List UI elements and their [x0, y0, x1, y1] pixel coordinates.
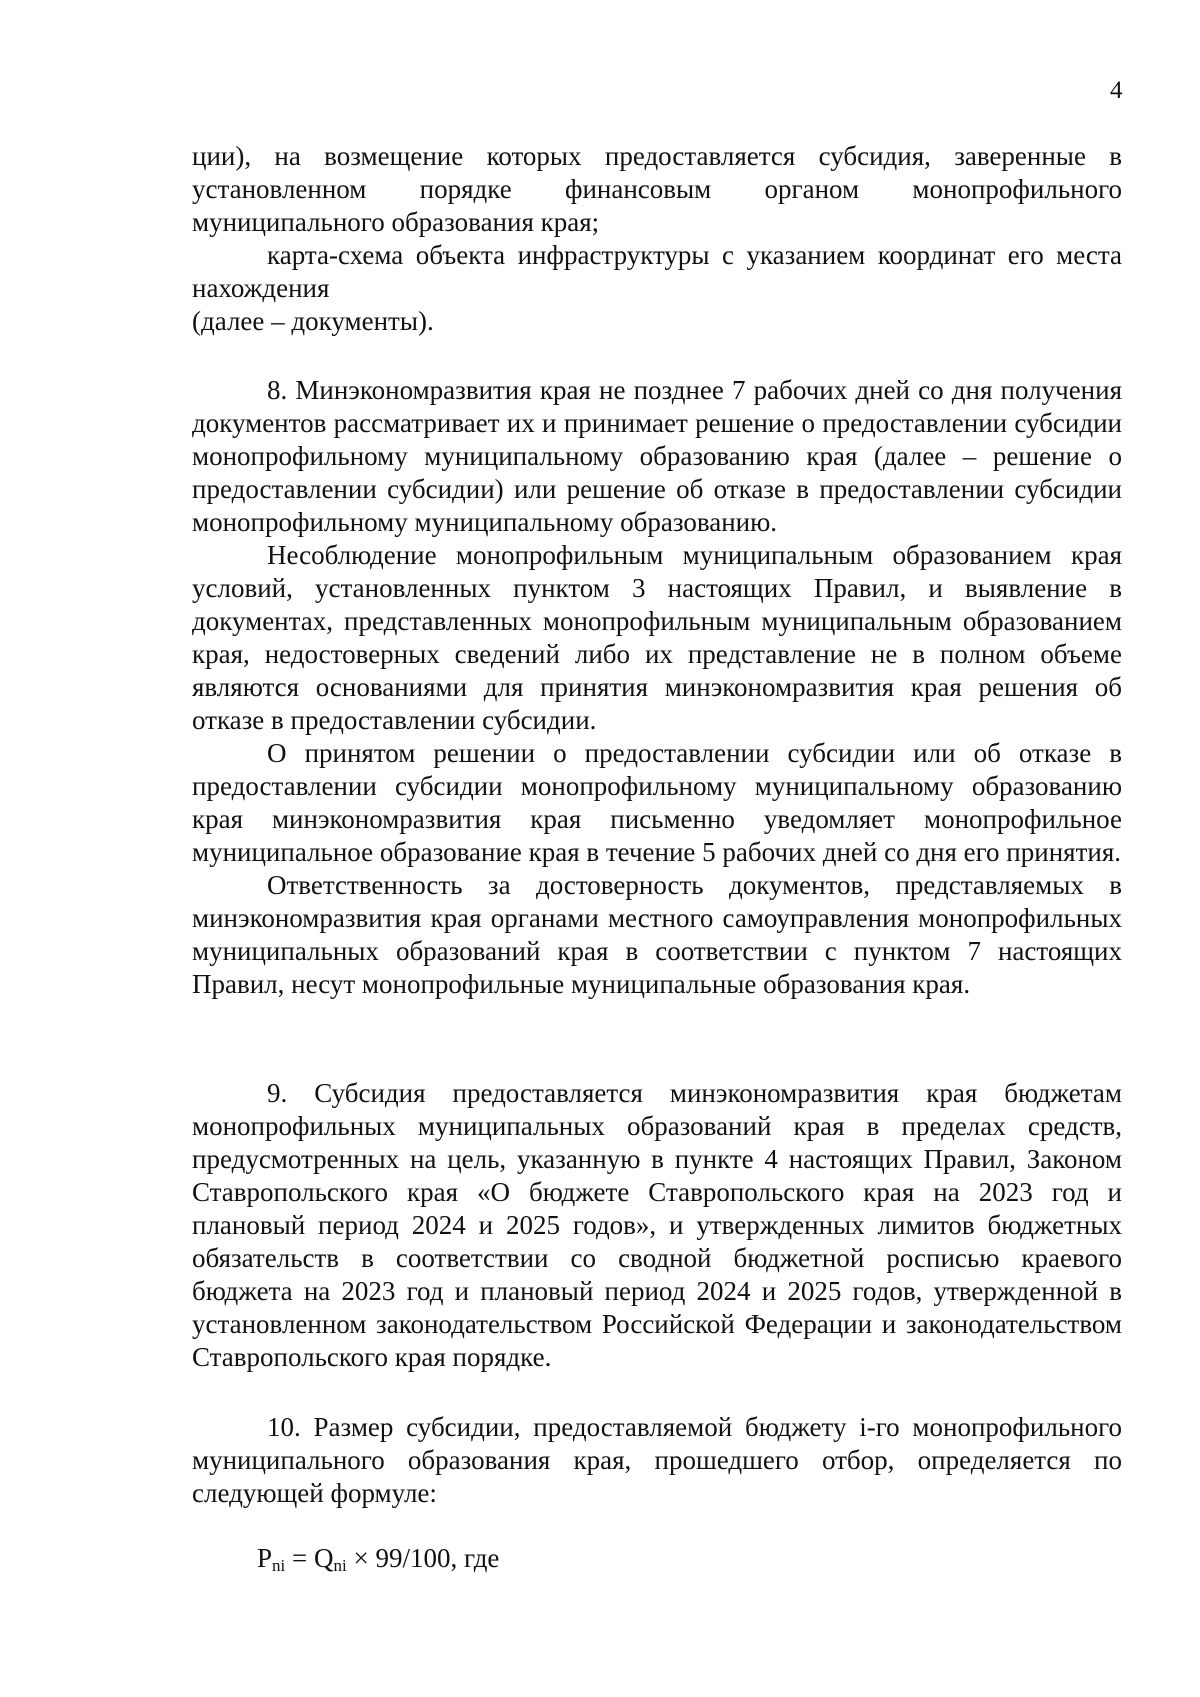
paragraph-item-10: 10. Размер субсидии, предоставляемой бюджету i-го монопрофильного муниципального образования края, прошедшего отбор, определяется по следующей формуле: [192, 1412, 1122, 1508]
formula-lhs-subscript: ni [272, 1556, 286, 1575]
paragraph-noncompliance: Несоблюдение монопрофильным муниципальным образованием края условий, установленных пунктом 3 настоящих Правил, и выявление в документах, представленных монопрофильным муниципальным образованием края, недостоверных сведений либо их представление не в полном объеме являются основаниями для принятия минэкономразвития края решения об отказе в предоставлении субсидии. [192, 540, 1122, 735]
paragraph-item-8: 8. Минэкономразвития края не позднее 7 рабочих дней со дня получения документов рассматривает их и принимает решение о предоставлении субсидии монопрофильному муниципальному образованию края (далее – решение о предоставлении субсидии) или решение об отказе в предоставлении субсидии монопрофильному муниципальному образованию. [192, 375, 1122, 537]
formula-rhs: Q [314, 1543, 334, 1573]
formula-equals: = [285, 1543, 314, 1573]
text-section-item-10 [192, 1411, 1122, 1510]
paragraph-decision-notice: О принятом решении о предоставлении субсидии или об отказе в предоставлении субсидии монопрофильному муниципальному образованию края минэкономразвития края письменно уведомляет монопрофильное муниципальное образование края в течение 5 рабочих дней со дня его принятия. [192, 738, 1122, 867]
text-section-top [192, 140, 1122, 338]
paragraph-continuation: ции), на возмещение которых предоставляется субсидия, заверенные в установленном порядке финансовым органом монопрофильного муниципального образования края; [192, 141, 1122, 237]
paragraph-item-9: 9. Субсидия предоставляется минэкономразвития края бюджетам монопрофильных муниципальных образований края в пределах средств, предусмотренных на цель, указанную в пункте 4 настоящих Правил, Законом Ставропольского края «О бюджете Ставропольского края на 2023 год и плановый период 2024 и 2025 годов», и утвержденных лимитов бюджетных обязательств в соответствии со сводной бюджетной росписью краевого бюджета на 2023 год и плановый период 2024 и 2025 годов, утвержденной в установленном законодательством Российской Федерации и законодательством Ставропольского края порядке. [192, 1078, 1122, 1372]
page-number: 4 [1110, 77, 1123, 104]
text-section-item-9 [192, 1077, 1122, 1374]
paragraph-map-scheme: карта-схема объекта инфраструктуры с указанием координат его места нахождения [192, 240, 1122, 303]
subsidy-formula [257, 1542, 499, 1582]
text-section-item-8 [192, 374, 1122, 1001]
formula-rhs-subscript: ni [333, 1556, 347, 1575]
formula-lhs: P [257, 1543, 273, 1573]
paragraph-documents-note: (далее – документы). [192, 306, 434, 336]
formula-tail: × 99/100, где [346, 1543, 500, 1573]
paragraph-responsibility: Ответственность за достоверность документов, представляемых в минэкономразвития края органами местного самоуправления монопрофильных муниципальных образований края в соответствии с пунктом 7 настоящих Правил, несут монопрофильные муниципальные образования края. [192, 870, 1122, 999]
